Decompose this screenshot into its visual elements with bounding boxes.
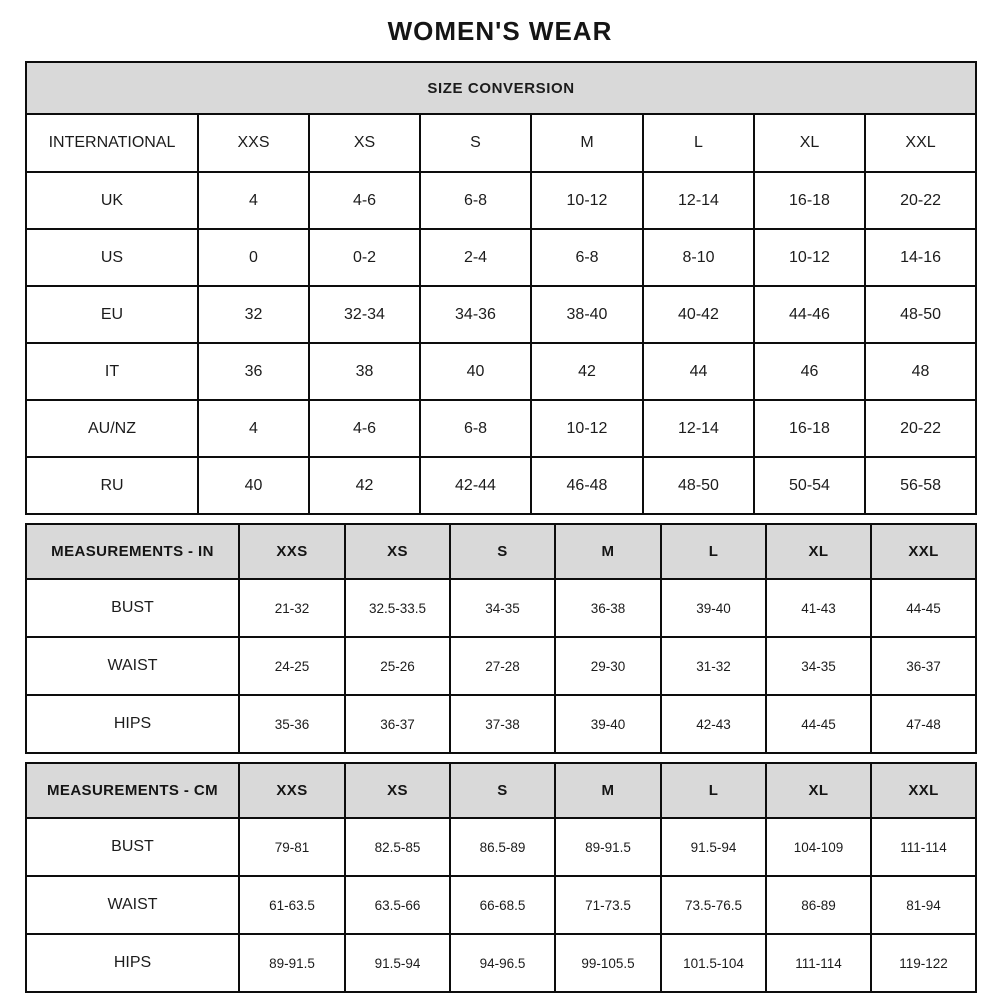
measurement-cell: 89-91.5 bbox=[239, 934, 345, 992]
table-row-aunz bbox=[26, 400, 976, 457]
size-cell: 40-42 bbox=[643, 286, 754, 343]
column-header-xl: XL bbox=[766, 763, 871, 818]
size-cell: 20-22 bbox=[865, 400, 976, 457]
size-cell: 48 bbox=[865, 343, 976, 400]
size-cell: 48-50 bbox=[643, 457, 754, 514]
measurement-cell: 71-73.5 bbox=[555, 876, 661, 934]
measurement-cell: 104-109 bbox=[766, 818, 871, 876]
table-header-row bbox=[26, 763, 976, 818]
size-cell: 14-16 bbox=[865, 229, 976, 286]
size-cell: 6-8 bbox=[531, 229, 643, 286]
measurement-cell: 94-96.5 bbox=[450, 934, 555, 992]
table-row-us bbox=[26, 229, 976, 286]
measurement-cell: 73.5-76.5 bbox=[661, 876, 766, 934]
table-row-bust-cm bbox=[26, 818, 976, 876]
row-label: HIPS bbox=[26, 934, 239, 992]
measurement-cell: 79-81 bbox=[239, 818, 345, 876]
size-cell: 6-8 bbox=[420, 172, 531, 229]
measurement-cell: 41-43 bbox=[766, 579, 871, 637]
column-header-xs: XS bbox=[309, 114, 420, 172]
column-header-xs: XS bbox=[345, 763, 450, 818]
size-cell: 10-12 bbox=[754, 229, 865, 286]
measurement-cell: 29-30 bbox=[555, 637, 661, 695]
measurement-cell: 89-91.5 bbox=[555, 818, 661, 876]
size-cell: 50-54 bbox=[754, 457, 865, 514]
size-cell: 46 bbox=[754, 343, 865, 400]
measurement-cell: 39-40 bbox=[555, 695, 661, 753]
table-header-row bbox=[26, 114, 976, 172]
size-cell: 34-36 bbox=[420, 286, 531, 343]
table-row-hips-in bbox=[26, 695, 976, 753]
row-label: RU bbox=[26, 457, 198, 514]
measurement-cell: 91.5-94 bbox=[661, 818, 766, 876]
measurement-cell: 111-114 bbox=[766, 934, 871, 992]
size-cell: 42-44 bbox=[420, 457, 531, 514]
row-label: WAIST bbox=[26, 637, 239, 695]
column-header-xxs: XXS bbox=[198, 114, 309, 172]
size-cell: 56-58 bbox=[865, 457, 976, 514]
size-cell: 40 bbox=[198, 457, 309, 514]
table-row-waist-cm bbox=[26, 876, 976, 934]
size-conversion-table bbox=[25, 61, 977, 515]
measurement-cell: 119-122 bbox=[871, 934, 976, 992]
row-label: UK bbox=[26, 172, 198, 229]
size-cell: 0-2 bbox=[309, 229, 420, 286]
measurements-in-table bbox=[25, 523, 977, 754]
measurement-cell: 32.5-33.5 bbox=[345, 579, 450, 637]
size-cell: 42 bbox=[531, 343, 643, 400]
row-label: HIPS bbox=[26, 695, 239, 753]
size-cell: 2-4 bbox=[420, 229, 531, 286]
column-header-xl: XL bbox=[766, 524, 871, 579]
measurement-cell: 36-37 bbox=[345, 695, 450, 753]
column-header-s: S bbox=[450, 524, 555, 579]
size-cell: 16-18 bbox=[754, 172, 865, 229]
column-header-xxl: XXL bbox=[865, 114, 976, 172]
row-label: AU/NZ bbox=[26, 400, 198, 457]
table-row-eu bbox=[26, 286, 976, 343]
measurements-cm-table bbox=[25, 762, 977, 993]
measurements-cm-title: MEASUREMENTS - CM bbox=[26, 763, 239, 818]
measurement-cell: 31-32 bbox=[661, 637, 766, 695]
size-cell: 32-34 bbox=[309, 286, 420, 343]
measurement-cell: 34-35 bbox=[450, 579, 555, 637]
measurement-cell: 101.5-104 bbox=[661, 934, 766, 992]
measurement-cell: 44-45 bbox=[871, 579, 976, 637]
size-cell: 10-12 bbox=[531, 400, 643, 457]
measurement-cell: 91.5-94 bbox=[345, 934, 450, 992]
size-cell: 0 bbox=[198, 229, 309, 286]
size-cell: 4 bbox=[198, 400, 309, 457]
row-label: WAIST bbox=[26, 876, 239, 934]
measurement-cell: 35-36 bbox=[239, 695, 345, 753]
column-header-xxl: XXL bbox=[871, 524, 976, 579]
column-header-international: INTERNATIONAL bbox=[26, 114, 198, 172]
measurement-cell: 47-48 bbox=[871, 695, 976, 753]
measurement-cell: 37-38 bbox=[450, 695, 555, 753]
table-title-row bbox=[26, 62, 976, 114]
column-header-l: L bbox=[661, 763, 766, 818]
measurement-cell: 82.5-85 bbox=[345, 818, 450, 876]
measurement-cell: 34-35 bbox=[766, 637, 871, 695]
size-cell: 42 bbox=[309, 457, 420, 514]
size-cell: 36 bbox=[198, 343, 309, 400]
column-header-xxs: XXS bbox=[239, 524, 345, 579]
size-cell: 20-22 bbox=[865, 172, 976, 229]
measurement-cell: 42-43 bbox=[661, 695, 766, 753]
table-row-hips-cm bbox=[26, 934, 976, 992]
measurement-cell: 81-94 bbox=[871, 876, 976, 934]
measurement-cell: 39-40 bbox=[661, 579, 766, 637]
measurement-cell: 111-114 bbox=[871, 818, 976, 876]
size-cell: 12-14 bbox=[643, 400, 754, 457]
table-row-waist-in bbox=[26, 637, 976, 695]
row-label: EU bbox=[26, 286, 198, 343]
measurement-cell: 66-68.5 bbox=[450, 876, 555, 934]
row-label: US bbox=[26, 229, 198, 286]
column-header-s: S bbox=[450, 763, 555, 818]
table-header-row bbox=[26, 524, 976, 579]
column-header-s: S bbox=[420, 114, 531, 172]
row-label: BUST bbox=[26, 818, 239, 876]
measurement-cell: 25-26 bbox=[345, 637, 450, 695]
column-header-xxs: XXS bbox=[239, 763, 345, 818]
size-cell: 4 bbox=[198, 172, 309, 229]
size-cell: 48-50 bbox=[865, 286, 976, 343]
size-cell: 40 bbox=[420, 343, 531, 400]
row-label: IT bbox=[26, 343, 198, 400]
measurement-cell: 99-105.5 bbox=[555, 934, 661, 992]
measurement-cell: 86-89 bbox=[766, 876, 871, 934]
size-cell: 38-40 bbox=[531, 286, 643, 343]
table-row-it bbox=[26, 343, 976, 400]
size-cell: 6-8 bbox=[420, 400, 531, 457]
size-cell: 4-6 bbox=[309, 172, 420, 229]
size-cell: 10-12 bbox=[531, 172, 643, 229]
column-header-xs: XS bbox=[345, 524, 450, 579]
size-cell: 16-18 bbox=[754, 400, 865, 457]
size-cell: 4-6 bbox=[309, 400, 420, 457]
size-cell: 8-10 bbox=[643, 229, 754, 286]
measurements-in-title: MEASUREMENTS - IN bbox=[26, 524, 239, 579]
size-cell: 44 bbox=[643, 343, 754, 400]
measurement-cell: 24-25 bbox=[239, 637, 345, 695]
measurement-cell: 61-63.5 bbox=[239, 876, 345, 934]
table-row-bust-in bbox=[26, 579, 976, 637]
measurement-cell: 36-38 bbox=[555, 579, 661, 637]
size-cell: 44-46 bbox=[754, 286, 865, 343]
measurement-cell: 36-37 bbox=[871, 637, 976, 695]
column-header-m: M bbox=[531, 114, 643, 172]
table-row-ru bbox=[26, 457, 976, 514]
size-conversion-title: SIZE CONVERSION bbox=[26, 62, 976, 114]
measurement-cell: 27-28 bbox=[450, 637, 555, 695]
size-cell: 12-14 bbox=[643, 172, 754, 229]
measurement-cell: 44-45 bbox=[766, 695, 871, 753]
column-header-l: L bbox=[643, 114, 754, 172]
size-cell: 32 bbox=[198, 286, 309, 343]
row-label: BUST bbox=[26, 579, 239, 637]
page-title: WOMEN'S WEAR bbox=[387, 16, 613, 46]
table-row-uk bbox=[26, 172, 976, 229]
measurement-cell: 86.5-89 bbox=[450, 818, 555, 876]
column-header-l: L bbox=[661, 524, 766, 579]
size-cell: 38 bbox=[309, 343, 420, 400]
column-header-xl: XL bbox=[754, 114, 865, 172]
column-header-m: M bbox=[555, 524, 661, 579]
column-header-xxl: XXL bbox=[871, 763, 976, 818]
measurement-cell: 21-32 bbox=[239, 579, 345, 637]
measurement-cell: 63.5-66 bbox=[345, 876, 450, 934]
column-header-m: M bbox=[555, 763, 661, 818]
size-cell: 46-48 bbox=[531, 457, 643, 514]
